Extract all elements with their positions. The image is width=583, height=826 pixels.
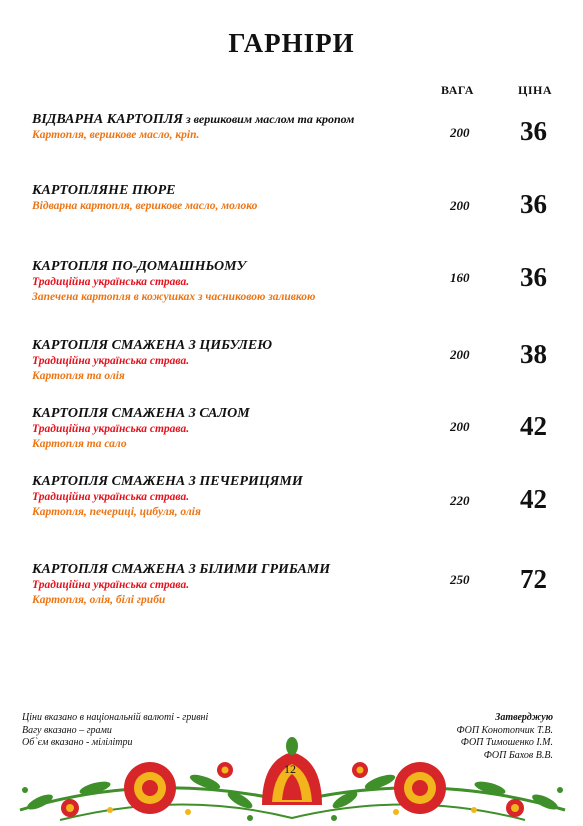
page-title: ГАРНІРИ (228, 28, 355, 58)
item-traditional-note: Традиційна українська страва. (32, 491, 190, 503)
item-name: КАРТОПЛЯ СМАЖЕНА З ПЕЧЕРИЦЯМИ (32, 474, 303, 489)
item-weight: 160 (450, 270, 470, 285)
page-number: 12 (284, 762, 296, 776)
item-weight: 200 (450, 419, 470, 434)
item-description: Картопля, вершкове масло, кріп. (32, 129, 200, 141)
item-weight: 250 (450, 572, 470, 587)
item-traditional-note: Традиційна українська страва. (32, 276, 190, 288)
item-weight: 200 (450, 125, 470, 140)
item-name: КАРТОПЛЯ СМАЖЕНА З БІЛИМИ ГРИБАМИ (32, 562, 331, 577)
menu-item-homestyle-potatoes (32, 258, 583, 305)
item-price: 72 (520, 564, 547, 594)
item-description: Картопля, печериці, цибуля, олія (32, 506, 201, 518)
item-description: Картопля та олія (32, 370, 125, 382)
signer: ФОП Тимошенко І.М. (460, 737, 553, 748)
menu-item-fried-with-onion (32, 337, 583, 384)
item-description: Відварна картопля, вершкове масло, молоко (32, 200, 258, 212)
weight-column-header: ВАГА (441, 83, 474, 97)
signer: ФОП Бахов В.В. (483, 749, 553, 761)
item-name: КАРТОПЛЯНЕ ПЮРЕ (32, 183, 176, 198)
item-price: 42 (520, 484, 547, 514)
menu-item-fried-with-champignons (32, 473, 583, 520)
menu-item-fried-with-lard (32, 405, 583, 452)
item-traditional-note: Традиційна українська страва. (32, 423, 190, 435)
menu-item-fried-with-porcini (32, 561, 583, 608)
item-traditional-note: Традиційна українська страва. (32, 355, 190, 367)
note-currency: Ціни вказано в національній валюті - гривні (22, 712, 209, 723)
item-name: КАРТОПЛЯ ПО-ДОМАШНЬОМУ (32, 259, 247, 274)
floral-ornament-icon (0, 730, 583, 826)
item-description: Картопля та сало (32, 438, 127, 450)
item-traditional-note: Традиційна українська страва. (32, 579, 190, 591)
menu-item-boiled-potatoes (32, 111, 583, 143)
item-name: КАРТОПЛЯ СМАЖЕНА З САЛОМ (32, 406, 250, 421)
item-name: ВІДВАРНА КАРТОПЛЯ (32, 112, 183, 127)
item-price: 36 (520, 116, 547, 146)
item-weight: 200 (450, 198, 470, 213)
item-name-suffix: з вершковим маслом та кропом (182, 112, 355, 126)
item-description: Запечена картопля в кожушках з часниковою заливкою (32, 291, 316, 303)
item-weight: 220 (450, 493, 470, 508)
note-volume: Об`єм вказано - мілілітри (22, 737, 133, 748)
item-description: Картопля, олія, білі гриби (32, 594, 166, 606)
item-name: КАРТОПЛЯ СМАЖЕНА З ЦИБУЛЕЮ (32, 338, 273, 353)
price-column-header: ЦІНА (518, 83, 553, 97)
menu-item-mashed-potatoes (32, 182, 583, 214)
item-weight: 200 (450, 347, 470, 362)
note-weight: Вагу вказано – грами (22, 724, 112, 736)
item-price: 36 (520, 189, 547, 219)
signer: ФОП Конотопчик Т.В. (456, 724, 553, 736)
item-price: 36 (520, 262, 547, 292)
item-price: 38 (520, 339, 547, 369)
item-price: 42 (520, 411, 547, 441)
approve-label: Затверджую (495, 712, 553, 723)
